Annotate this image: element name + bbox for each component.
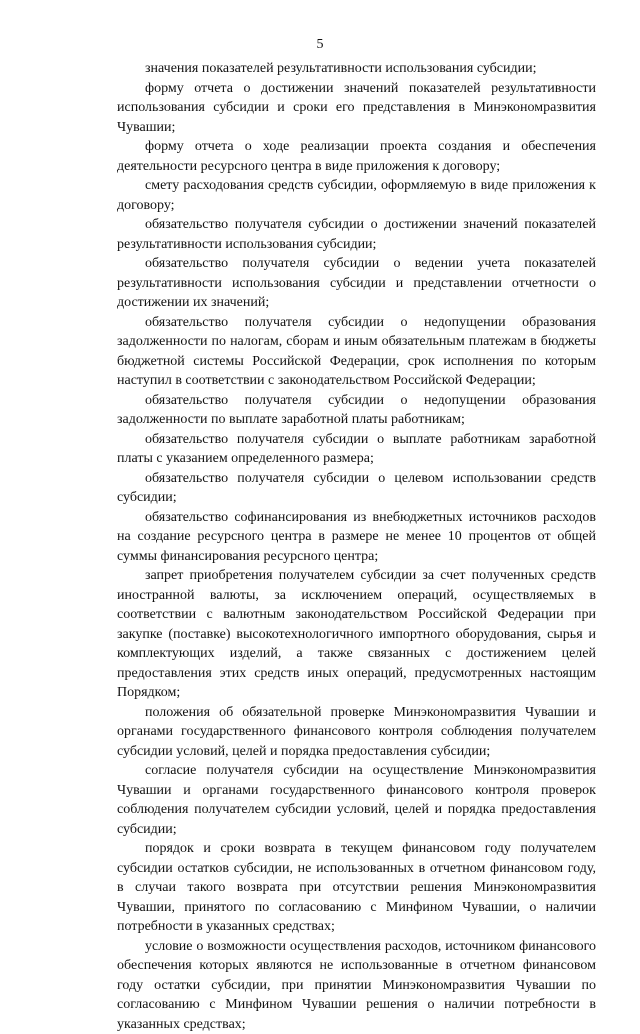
paragraph: обязательство получателя субсидии о достижении значений показателей результативности использования субсидии;: [117, 215, 596, 254]
paragraph: согласие получателя субсидии на осуществление Минэкономразвития Чувашии и органами государственного финансового контроля проверок соблюдения получателем субсидии условий, целей и порядка предоставления субсидии;: [117, 761, 596, 839]
paragraph: запрет приобретения получателем субсидии за счет полученных средств иностранной валюты, за исключением операций, осуществляемых в соответствии с валютным законодательством Российской Федерации при закупке (поставке) высокотехнологичного импортного оборудования, сырья и комплектующих изделий, а также связанных с достижением целей предоставления этих средств иных операций, предусмотренных настоящим Порядком;: [117, 566, 596, 703]
paragraph: обязательство получателя субсидии о ведении учета показателей результативности использования субсидии и представлении отчетности о достижении их значений;: [117, 254, 596, 313]
paragraph: обязательство получателя субсидии о недопущении образования задолженности по выплате заработной платы работникам;: [117, 391, 596, 430]
paragraph: форму отчета о ходе реализации проекта создания и обеспечения деятельности ресурсного центра в виде приложения к договору;: [117, 137, 596, 176]
paragraph: форму отчета о достижении значений показателей результативности использования субсидии и сроки его представления в Минэкономразвития Чувашии;: [117, 79, 596, 138]
paragraph: условие о возможности осуществления расходов, источником финансового обеспечения которых являются не использованные в отчетном финансовом году остатки субсидии, при принятии Минэкономразвития Чувашии по согласованию с Минфином Чувашии решения о наличии потребности в указанных средствах;: [117, 937, 596, 1034]
document-body: [117, 59, 596, 1034]
paragraph: обязательство получателя субсидии о целевом использовании средств субсидии;: [117, 469, 596, 508]
paragraph: значения показателей результативности использования субсидии;: [117, 59, 596, 79]
page-number: 5: [44, 37, 596, 53]
paragraph: порядок и сроки возврата в текущем финансовом году получателем субсидии остатков субсидии, не использованных в отчетном финансовом году, в случаи такого возврата при отсутствии решения Минэкономразвития Чувашии, принятого по согласованию с Минфином Чувашии, о наличии потребности в указанных средствах;: [117, 839, 596, 937]
paragraph: положения об обязательной проверке Минэкономразвития Чувашии и органами государственного финансового контроля соблюдения получателем субсидии условий, целей и порядка предоставления субсидии;: [117, 703, 596, 762]
paragraph: обязательство получателя субсидии о недопущении образования задолженности по налогам, сборам и иным обязательным платежам в бюджеты бюджетной системы Российской Федерации, срок исполнения по которым наступил в соответствии с законодательством Российской Федерации;: [117, 313, 596, 391]
paragraph: обязательство софинансирования из внебюджетных источников расходов на создание ресурсного центра в размере не менее 10 процентов от общей суммы финансирования ресурсного центра;: [117, 508, 596, 567]
paragraph: смету расходования средств субсидии, оформляемую в виде приложения к договору;: [117, 176, 596, 215]
paragraph: обязательство получателя субсидии о выплате работникам заработной платы с указанием определенного размера;: [117, 430, 596, 469]
